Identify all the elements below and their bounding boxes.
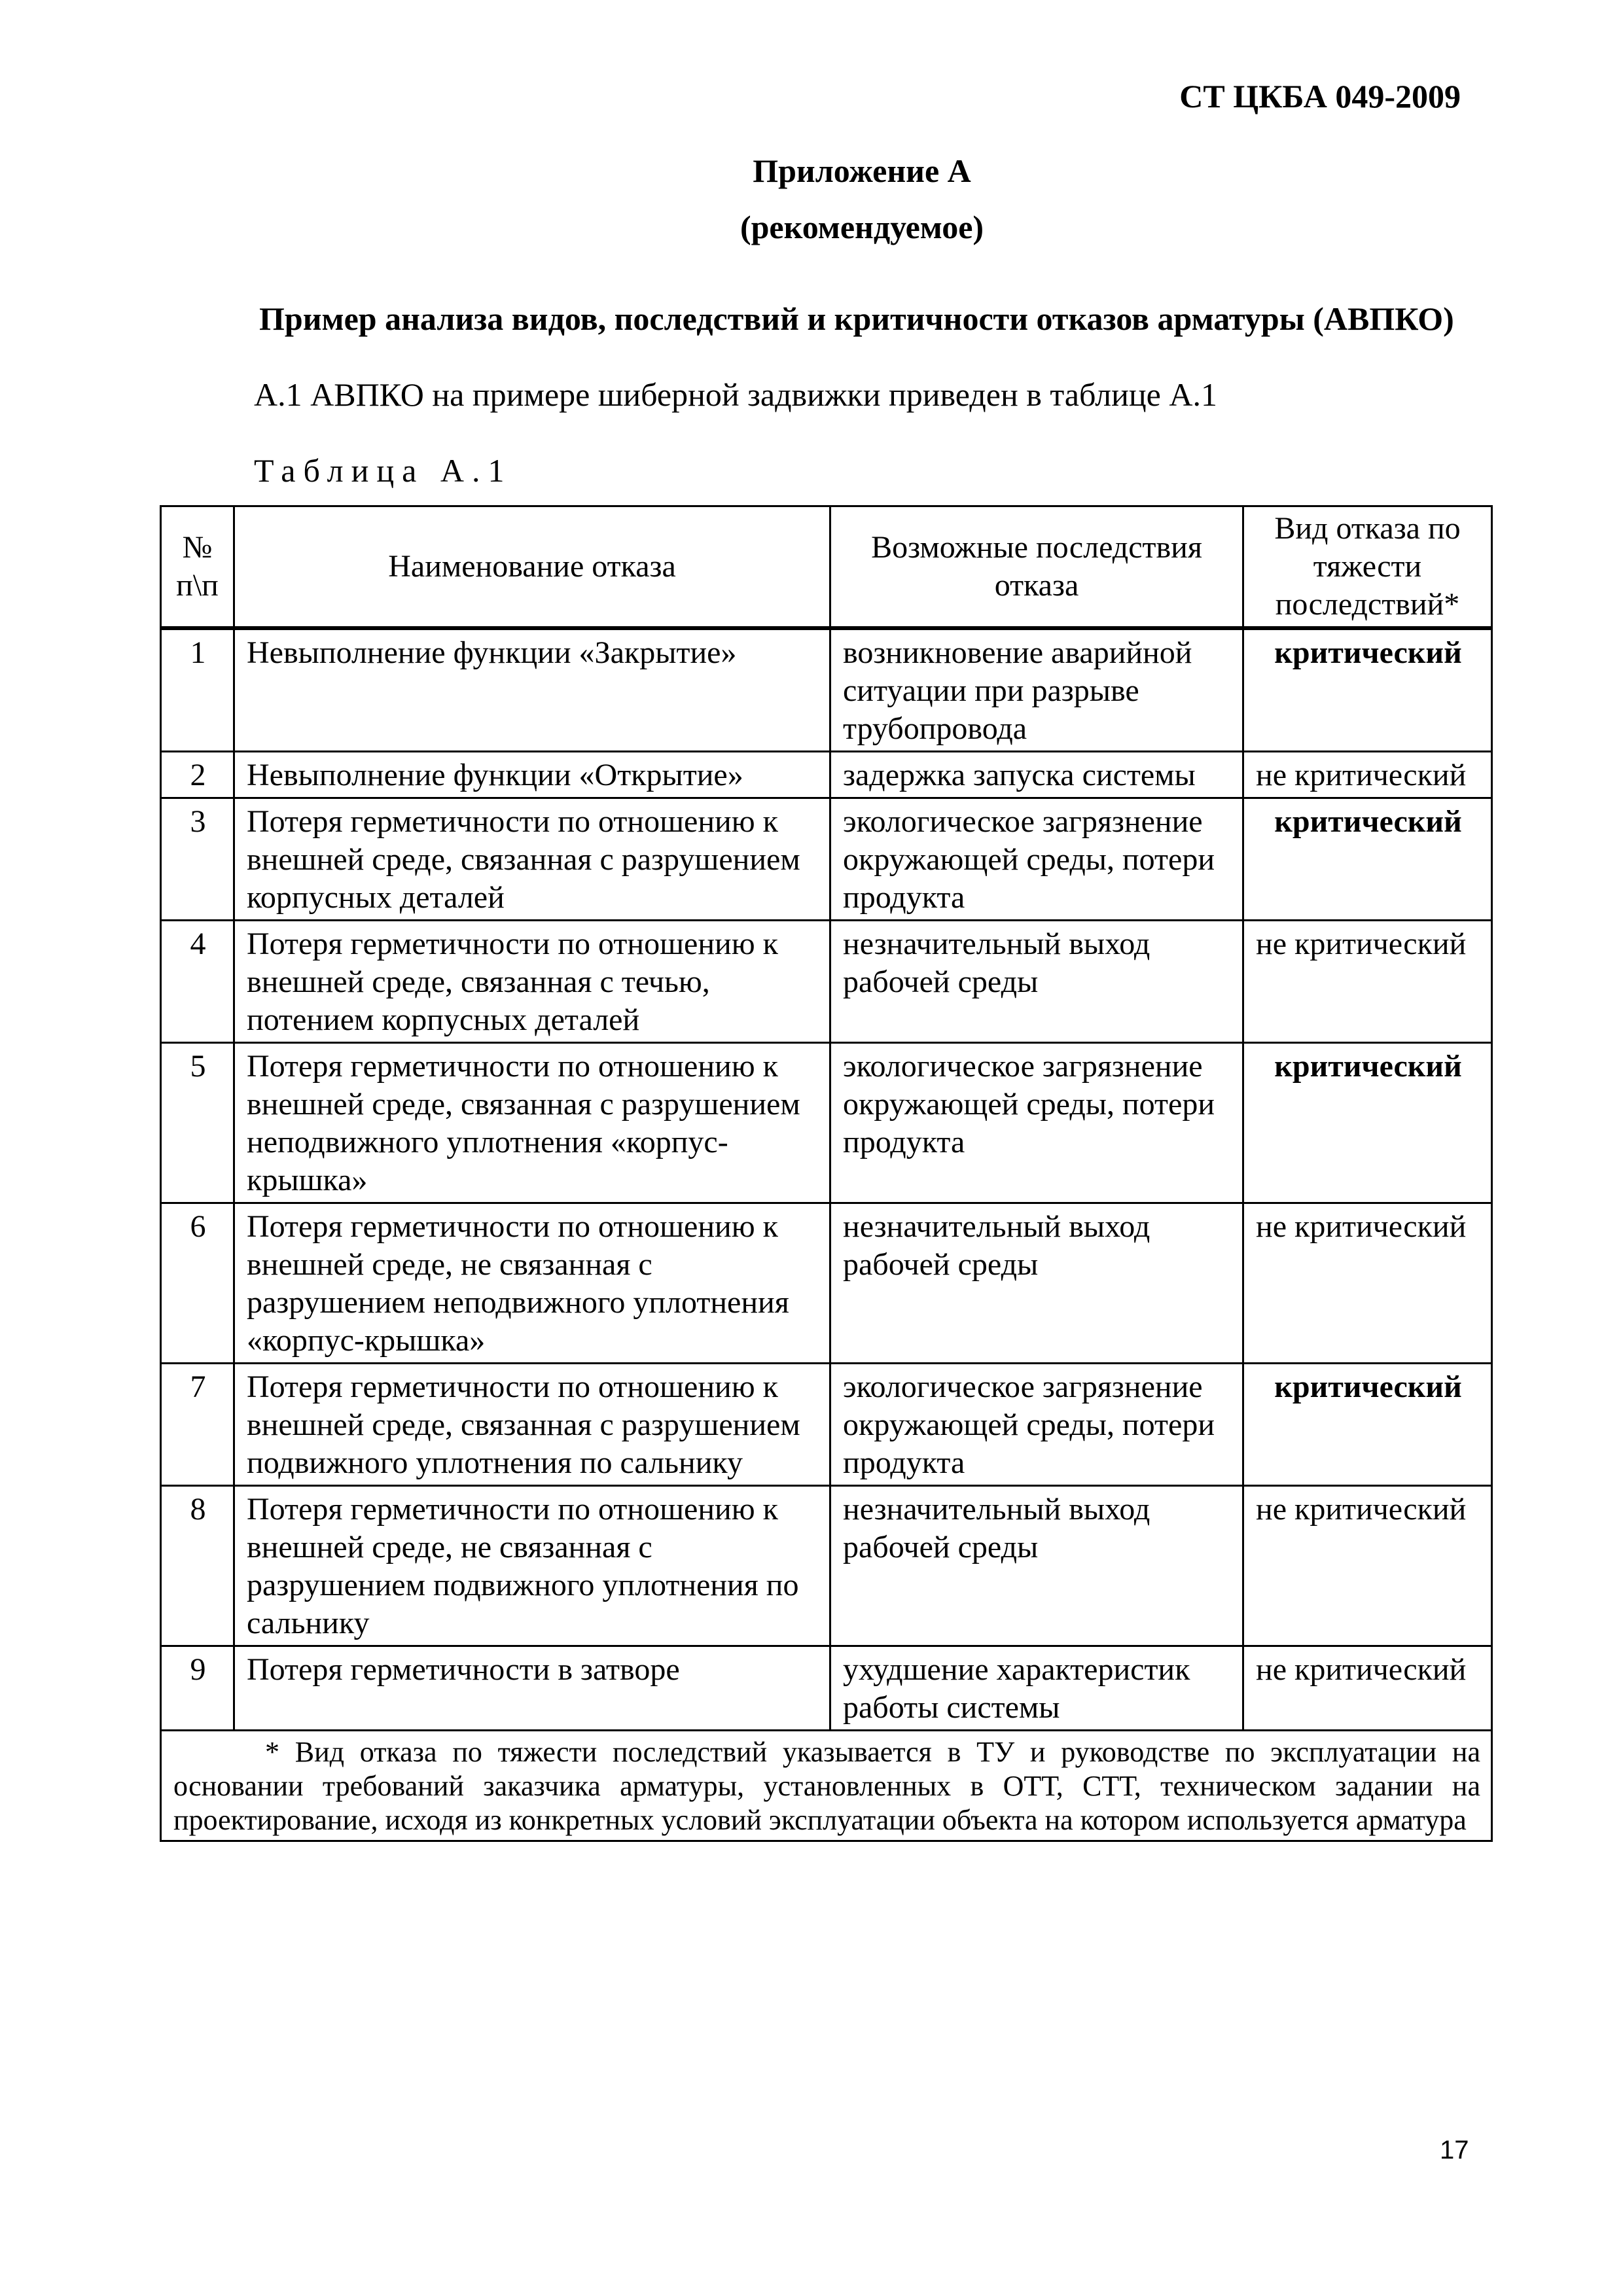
consequences-cell: ухудшение характеристик работы системы [830, 1646, 1243, 1731]
table-footnote [161, 1731, 1492, 1841]
table-body [161, 628, 1492, 1731]
table-row [161, 921, 1492, 1043]
table-row [161, 798, 1492, 921]
failure-name-cell: Потеря герметичности по отношению к внешней среде, связанная с разрушением подвижного уплотнения по сальнику [234, 1364, 830, 1486]
failure-name-cell: Потеря герметичности по отношению к внешней среде, не связанная с разрушением подвижного уплотнения по сальнику [234, 1486, 830, 1646]
failure-name-cell: Потеря герметичности по отношению к внешней среде, связанная с разрушением неподвижного уплотнения «корпус-крышка» [234, 1043, 830, 1203]
failure-name-cell: Потеря герметичности по отношению к внешней среде, не связанная с разрушением неподвижного уплотнения «корпус-крышка» [234, 1203, 830, 1364]
row-number-cell: 1 [161, 628, 234, 752]
column-header-failure-name: Наименование отказа [234, 506, 830, 629]
failure-name-cell: Потеря герметичности по отношению к внешней среде, связанная с разрушением корпусных деталей [234, 798, 830, 921]
row-number-cell: 8 [161, 1486, 234, 1646]
row-number-cell: 4 [161, 921, 234, 1043]
failure-analysis-table [160, 505, 1493, 1842]
row-number-cell: 3 [161, 798, 234, 921]
table-row [161, 628, 1492, 752]
severity-cell: критический [1243, 1364, 1492, 1486]
failure-name-cell: Потеря герметичности по отношению к внешней среде, связанная с течью, потением корпусных деталей [234, 921, 830, 1043]
row-number-cell: 2 [161, 752, 234, 798]
appendix-type: (рекомендуемое) [740, 209, 984, 245]
intro-paragraph: А.1 АВПКО на примере шиберной задвижки приведен в таблице А.1 [254, 376, 1217, 413]
appendix-title: Приложение А [753, 152, 971, 189]
column-header-number: № п\п [161, 506, 234, 629]
column-header-severity: Вид отказа по тяжести последствий* [1243, 506, 1492, 629]
table-row [161, 1203, 1492, 1364]
row-number-cell: 7 [161, 1364, 234, 1486]
table-caption: Таблица А.1 [254, 452, 512, 489]
section-heading: Пример анализа видов, последствий и критичности отказов арматуры (АВПКО) [259, 300, 1454, 337]
table-row [161, 1043, 1492, 1203]
consequences-cell: возникновение аварийной ситуации при разрыве трубопровода [830, 628, 1243, 752]
consequences-cell: незначительный выход рабочей среды [830, 921, 1243, 1043]
column-header-consequences: Возможные последствия отказа [830, 506, 1243, 629]
row-number-cell: 9 [161, 1646, 234, 1731]
table-row [161, 1646, 1492, 1731]
severity-cell: не критический [1243, 1646, 1492, 1731]
consequences-cell: незначительный выход рабочей среды [830, 1203, 1243, 1364]
failure-name-cell: Невыполнение функции «Открытие» [234, 752, 830, 798]
consequences-cell: экологическое загрязнение окружающей среды, потери продукта [830, 798, 1243, 921]
severity-cell: не критический [1243, 921, 1492, 1043]
footnote-row [161, 1731, 1492, 1841]
table-row [161, 1364, 1492, 1486]
table-header-row [161, 506, 1492, 629]
table-row [161, 1486, 1492, 1646]
table-row [161, 752, 1492, 798]
severity-cell: критический [1243, 1043, 1492, 1203]
row-number-cell: 5 [161, 1043, 234, 1203]
failure-name-cell: Невыполнение функции «Закрытие» [234, 628, 830, 752]
consequences-cell: незначительный выход рабочей среды [830, 1486, 1243, 1646]
severity-cell: не критический [1243, 752, 1492, 798]
severity-cell: критический [1243, 628, 1492, 752]
footnote-text: * Вид отказа по тяжести последствий указывается в ТУ и руководстве по эксплуатации на основании требований заказчика арматуры, установленных в ОТТ, СТТ, техническом задании на проектирование, исходя из конкретных условий эксплуатации объекта на котором используется арматура [173, 1736, 1480, 1836]
consequences-cell: экологическое загрязнение окружающей среды, потери продукта [830, 1364, 1243, 1486]
failure-name-cell: Потеря герметичности в затворе [234, 1646, 830, 1731]
severity-cell: критический [1243, 798, 1492, 921]
consequences-cell: экологическое загрязнение окружающей среды, потери продукта [830, 1043, 1243, 1203]
document-code: СТ ЦКБА 049-2009 [1179, 78, 1461, 115]
page-number: 17 [1440, 2136, 1469, 2164]
row-number-cell: 6 [161, 1203, 234, 1364]
severity-cell: не критический [1243, 1486, 1492, 1646]
consequences-cell: задержка запуска системы [830, 752, 1243, 798]
severity-cell: не критический [1243, 1203, 1492, 1364]
